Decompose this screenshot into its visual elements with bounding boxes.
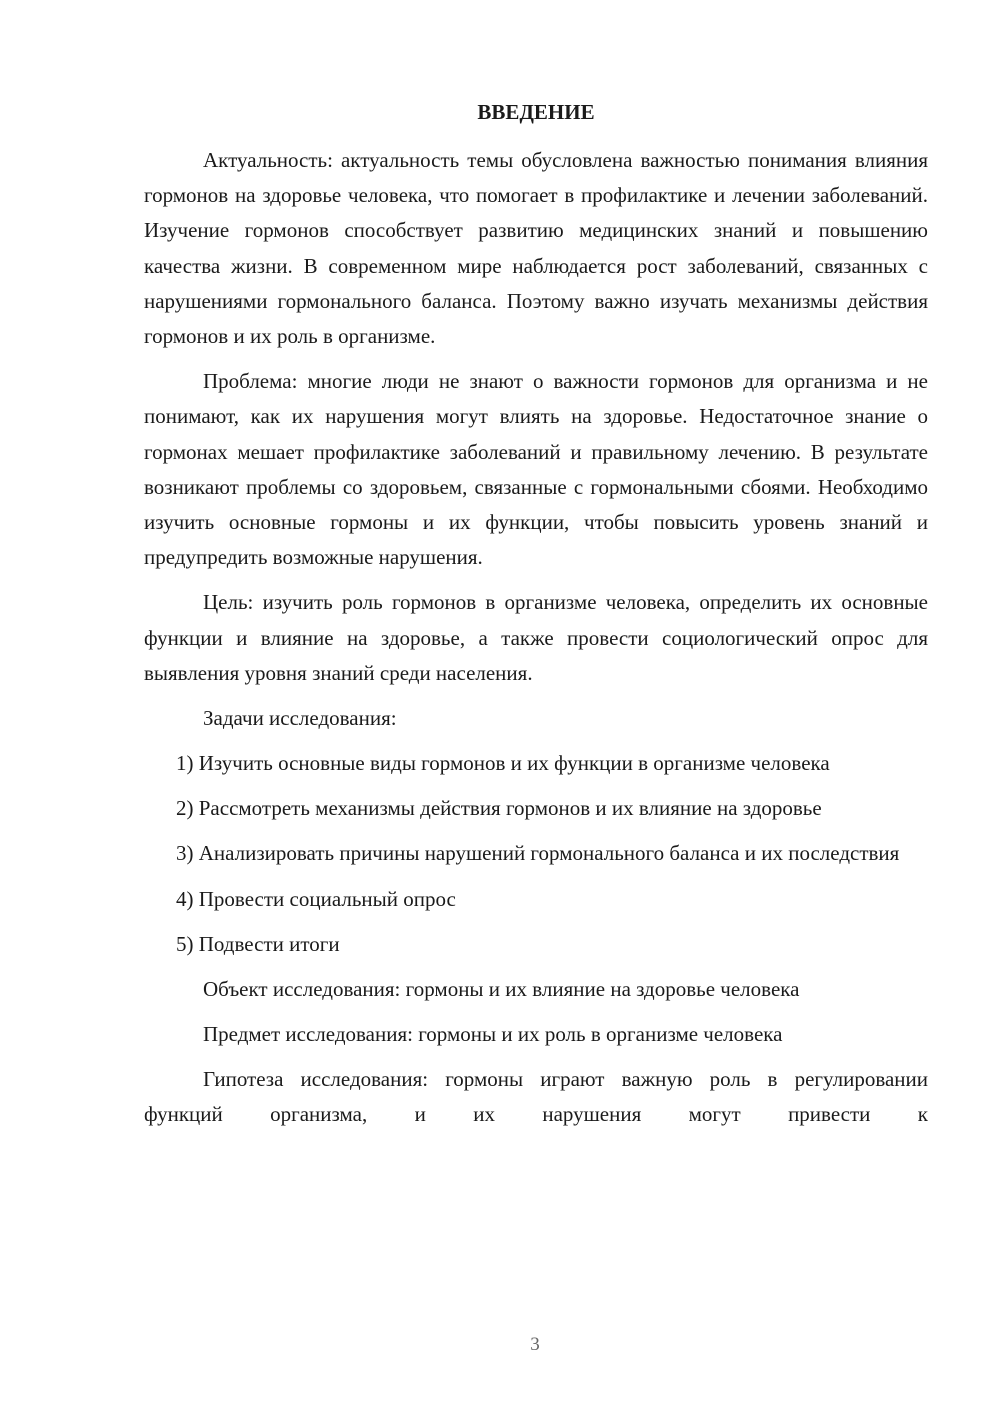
relevance-paragraph: Актуальность: актуальность темы обусловлена важностью понимания влияния гормонов на здоровье человека, что помогает в профилактике и лечении заболеваний. Изучение гормонов способствует развитию медицинских знаний и повышению качества жизни. В современном мире наблюдается рост заболеваний, связанных с нарушениями гормонального баланса. Поэтому важно изучать механизмы действия гормонов и их роль в организме. [144, 148, 928, 349]
page-content [144, 97, 928, 1142]
research-subject: Предмет исследования: гормоны и их роль в организме человека [203, 1021, 783, 1046]
section-heading: ВВЕДЕНИЕ [477, 100, 595, 124]
goal-paragraph: Цель: изучить роль гормонов в организме человека, определить их основные функции и влияние на здоровье, а также провести социологический опрос для выявления уровня знаний среди населения. [144, 590, 928, 685]
task-item-3: 3) Анализировать причины нарушений гормонального баланса и их последствия [176, 841, 900, 866]
task-item-1: 1) Изучить основные виды гормонов и их функции в организме человека [176, 751, 830, 776]
page-number: 3 [530, 1334, 540, 1355]
problem-paragraph: Проблема: многие люди не знают о важности гормонов для организма и не понимают, как их нарушения могут влиять на здоровье. Недостаточное знание о гормонах мешает профилактике заболеваний и правильному лечению. В результате возникают проблемы со здоровьем, связанные с гормональными сбоями. Необходимо изучить основные гормоны и их функции, чтобы повысить уровень знаний и предупредить возможные нарушения. [144, 369, 928, 570]
tasks-heading: Задачи исследования: [203, 706, 397, 731]
task-item-4: 4) Провести социальный опрос [176, 886, 456, 911]
task-item-2: 2) Рассмотреть механизмы действия гормонов и их влияние на здоровье [176, 796, 822, 821]
task-item-5: 5) Подвести итоги [176, 931, 340, 956]
hypothesis-paragraph: Гипотеза исследования: гормоны играют важную роль в регулировании функций организма, и их нарушения могут привести к [144, 1066, 928, 1126]
research-object: Объект исследования: гормоны и их влияние на здоровье человека [203, 976, 800, 1001]
